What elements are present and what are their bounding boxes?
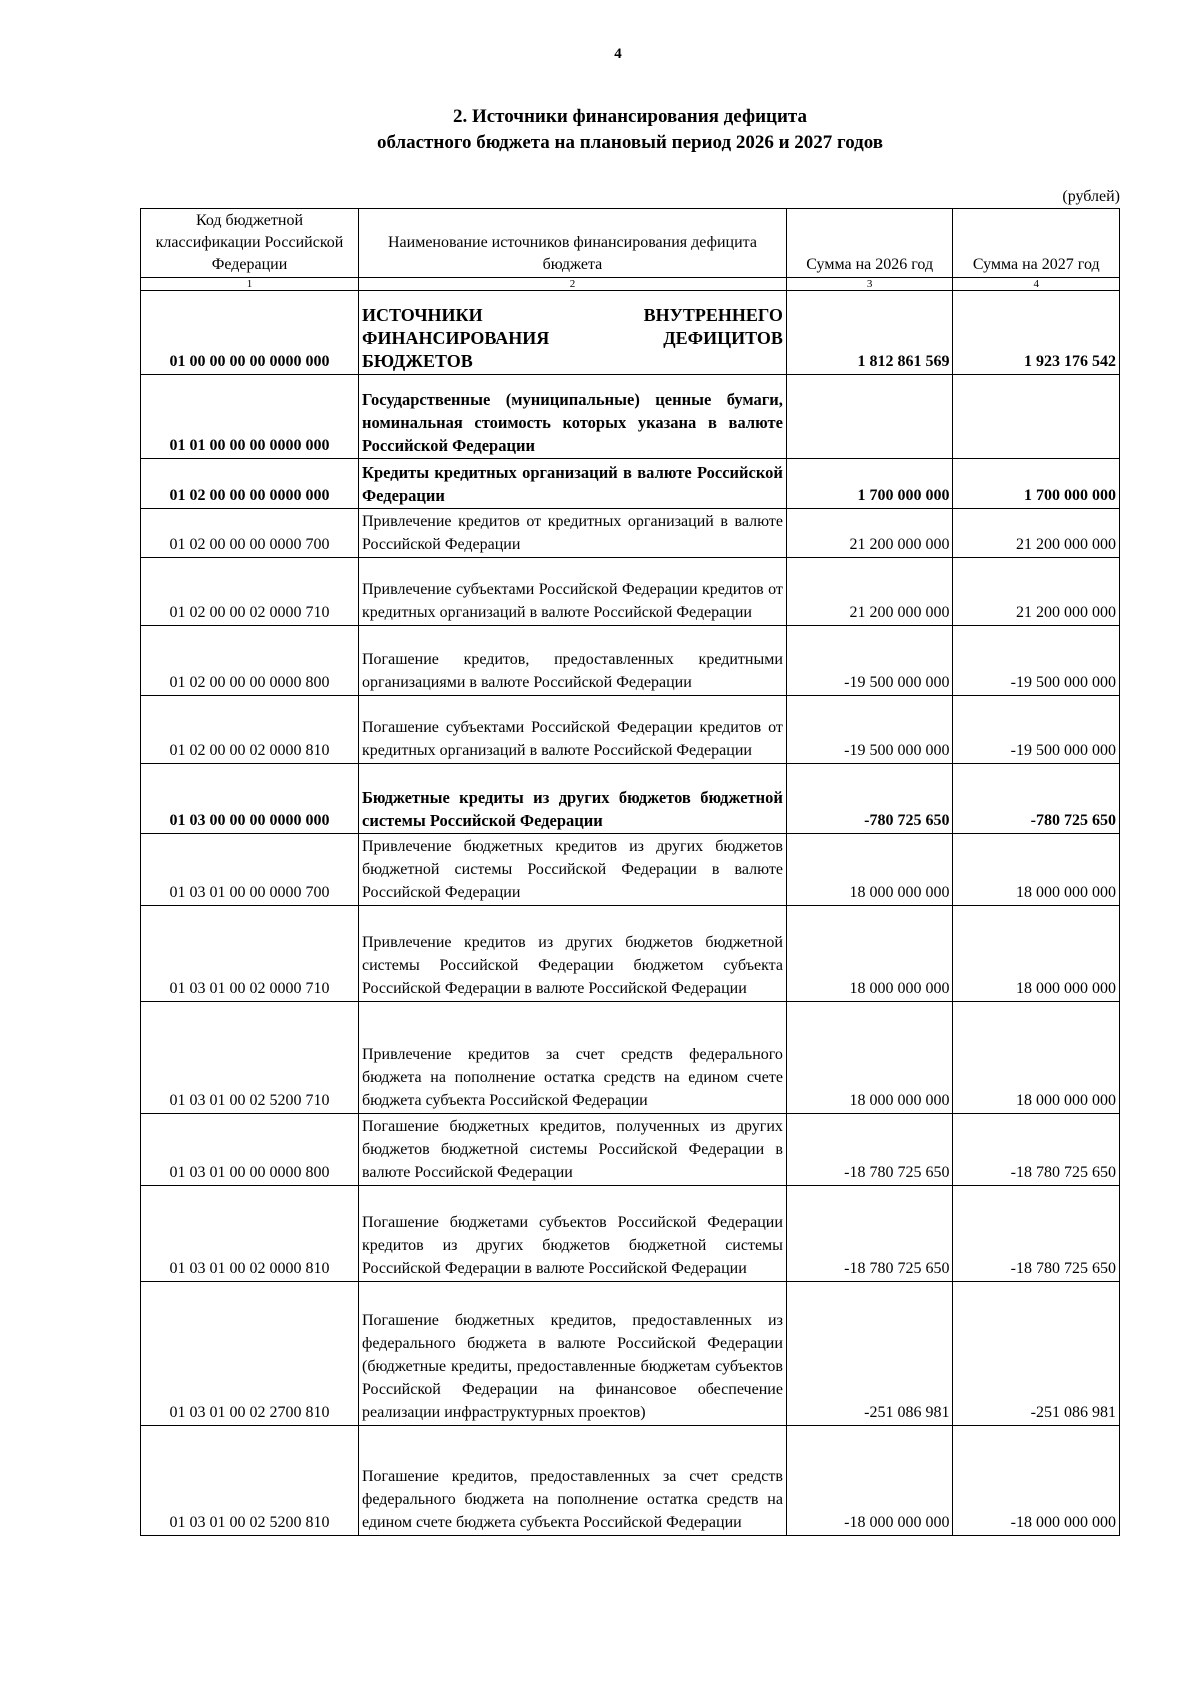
row-sum-2027: -780 725 650 xyxy=(953,764,1120,834)
row-code: 01 03 00 00 00 0000 000 xyxy=(141,764,359,834)
row-code: 01 02 00 00 00 0000 800 xyxy=(141,626,359,696)
table-row xyxy=(141,1282,1120,1426)
column-number: 3 xyxy=(786,278,953,291)
row-code: 01 03 01 00 00 0000 800 xyxy=(141,1114,359,1186)
table-row xyxy=(141,906,1120,1002)
row-name: Государственные (муниципальные) ценные бумаги, номинальная стоимость которых указана в валюте Российской Федерации xyxy=(359,375,787,459)
column-number: 4 xyxy=(953,278,1120,291)
row-code: 01 03 01 00 02 2700 810 xyxy=(141,1282,359,1426)
row-code: 01 02 00 00 00 0000 000 xyxy=(141,459,359,509)
row-sum-2027: -18 780 725 650 xyxy=(953,1114,1120,1186)
row-code: 01 03 01 00 00 0000 700 xyxy=(141,834,359,906)
row-sum-2026: 1 700 000 000 xyxy=(786,459,953,509)
row-code: 01 02 00 00 00 0000 700 xyxy=(141,509,359,558)
table-row xyxy=(141,1002,1120,1114)
table-row xyxy=(141,291,1120,375)
row-sum-2026: -251 086 981 xyxy=(786,1282,953,1426)
table-row xyxy=(141,459,1120,509)
row-name: Погашение бюджетных кредитов, полученных из других бюджетов бюджетной системы Российской Федерации в валюте Российской Федерации xyxy=(359,1114,787,1186)
row-sum-2026: 1 812 861 569 xyxy=(786,291,953,375)
row-code: 01 03 01 00 02 5200 810 xyxy=(141,1426,359,1536)
row-name: Погашение кредитов, предоставленных кредитными организациями в валюте Российской Федерации xyxy=(359,626,787,696)
row-name: Привлечение бюджетных кредитов из других бюджетов бюджетной системы Российской Федерации в валюте Российской Федерации xyxy=(359,834,787,906)
header-sum-2027: Сумма на 2027 год xyxy=(953,209,1120,278)
row-sum-2027: -18 780 725 650 xyxy=(953,1186,1120,1282)
row-sum-2027: -19 500 000 000 xyxy=(953,626,1120,696)
row-sum-2026: -19 500 000 000 xyxy=(786,696,953,764)
row-sum-2026: -18 000 000 000 xyxy=(786,1426,953,1536)
row-name: ИСТОЧНИКИ ВНУТРЕННЕГО ФИНАНСИРОВАНИЯ ДЕФИЦИТОВ БЮДЖЕТОВ xyxy=(359,291,787,375)
table-row xyxy=(141,1426,1120,1536)
row-sum-2026: -780 725 650 xyxy=(786,764,953,834)
row-name: Погашение бюджетных кредитов, предоставленных из федерального бюджета в валюте Российской Федерации (бюджетные кредиты, предоставленные бюджетам субъектов Российской Федерации на финансовое обеспечение реализации инфраструктурных проектов) xyxy=(359,1282,787,1426)
table-row xyxy=(141,375,1120,459)
row-name: Привлечение субъектами Российской Федерации кредитов от кредитных организаций в валюте Российской Федерации xyxy=(359,558,787,626)
row-name: Бюджетные кредиты из других бюджетов бюджетной системы Российской Федерации xyxy=(359,764,787,834)
row-sum-2027: -251 086 981 xyxy=(953,1282,1120,1426)
row-name: Погашение кредитов, предоставленных за счет средств федерального бюджета на пополнение остатка средств на едином счете бюджета субъекта Российской Федерации xyxy=(359,1426,787,1536)
row-sum-2027: 18 000 000 000 xyxy=(953,1002,1120,1114)
row-sum-2027 xyxy=(953,375,1120,459)
document-title xyxy=(0,104,1200,156)
row-sum-2026: 21 200 000 000 xyxy=(786,509,953,558)
row-name: Привлечение кредитов из других бюджетов бюджетной системы Российской Федерации бюджетом субъекта Российской Федерации в валюте Российской Федерации xyxy=(359,906,787,1002)
row-sum-2027: 18 000 000 000 xyxy=(953,906,1120,1002)
table-row xyxy=(141,1114,1120,1186)
table-row xyxy=(141,834,1120,906)
row-code: 01 00 00 00 00 0000 000 xyxy=(141,291,359,375)
row-sum-2027: -18 000 000 000 xyxy=(953,1426,1120,1536)
row-code: 01 02 00 00 02 0000 810 xyxy=(141,696,359,764)
table-row xyxy=(141,509,1120,558)
row-code: 01 03 01 00 02 0000 810 xyxy=(141,1186,359,1282)
column-number-row xyxy=(141,278,1120,291)
row-sum-2027: 18 000 000 000 xyxy=(953,834,1120,906)
column-number: 1 xyxy=(141,278,359,291)
table-header-row xyxy=(141,209,1120,278)
row-sum-2026: 18 000 000 000 xyxy=(786,1002,953,1114)
row-name: Привлечение кредитов за счет средств федерального бюджета на пополнение остатка средств на едином счете бюджета субъекта Российской Федерации xyxy=(359,1002,787,1114)
row-sum-2026: -18 780 725 650 xyxy=(786,1186,953,1282)
page-number: 4 xyxy=(614,46,622,62)
table-row xyxy=(141,764,1120,834)
table-row xyxy=(141,626,1120,696)
row-sum-2027: 1 700 000 000 xyxy=(953,459,1120,509)
table-row xyxy=(141,696,1120,764)
row-sum-2026: 18 000 000 000 xyxy=(786,834,953,906)
row-name: Привлечение кредитов от кредитных организаций в валюте Российской Федерации xyxy=(359,509,787,558)
header-sum-2026: Сумма на 2026 год xyxy=(786,209,953,278)
row-name: Погашение бюджетами субъектов Российской Федерации кредитов из других бюджетов бюджетной системы Российской Федерации в валюте Российской Федерации xyxy=(359,1186,787,1282)
table-row xyxy=(141,558,1120,626)
unit-label: (рублей) xyxy=(1062,188,1120,205)
row-name: Кредиты кредитных организаций в валюте Российской Федерации xyxy=(359,459,787,509)
header-name: Наименование источников финансирования дефицита бюджета xyxy=(359,209,787,278)
row-sum-2026: -19 500 000 000 xyxy=(786,626,953,696)
row-sum-2027: 21 200 000 000 xyxy=(953,558,1120,626)
row-sum-2026: -18 780 725 650 xyxy=(786,1114,953,1186)
row-sum-2026: 18 000 000 000 xyxy=(786,906,953,1002)
row-code: 01 01 00 00 00 0000 000 xyxy=(141,375,359,459)
row-code: 01 03 01 00 02 0000 710 xyxy=(141,906,359,1002)
row-name: Погашение субъектами Российской Федерации кредитов от кредитных организаций в валюте Российской Федерации xyxy=(359,696,787,764)
row-sum-2027: 1 923 176 542 xyxy=(953,291,1120,375)
row-sum-2026 xyxy=(786,375,953,459)
title-line-1: 2. Источники финансирования дефицита xyxy=(452,106,808,127)
row-code: 01 03 01 00 02 5200 710 xyxy=(141,1002,359,1114)
row-sum-2027: -19 500 000 000 xyxy=(953,696,1120,764)
financing-sources-table xyxy=(140,208,1120,1536)
row-sum-2027: 21 200 000 000 xyxy=(953,509,1120,558)
table-row xyxy=(141,1186,1120,1282)
header-code: Код бюджетной классификации Российской Федерации xyxy=(141,209,359,278)
title-line-2: областного бюджета на плановый период 2026 и 2027 годов xyxy=(376,132,884,153)
row-code: 01 02 00 00 02 0000 710 xyxy=(141,558,359,626)
column-number: 2 xyxy=(359,278,787,291)
row-sum-2026: 21 200 000 000 xyxy=(786,558,953,626)
